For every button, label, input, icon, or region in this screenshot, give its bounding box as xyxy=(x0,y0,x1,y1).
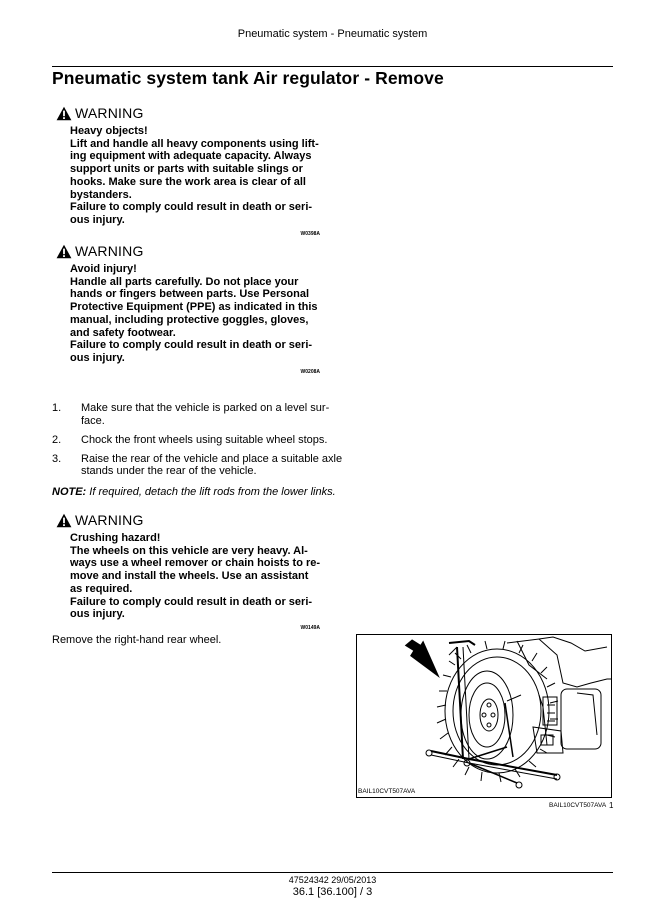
step-line: face. xyxy=(81,414,105,427)
figure-inner-code: BAIL10CVT507AVA xyxy=(358,788,416,795)
step-text xyxy=(81,453,342,478)
step-text xyxy=(81,434,327,447)
warning-label: WARNING xyxy=(75,512,144,528)
figure-number: 1 xyxy=(609,801,614,810)
warning-triangle-icon xyxy=(56,106,72,121)
step-line: Make sure that the vehicle is parked on a level sur- xyxy=(81,402,330,414)
warning-text xyxy=(70,532,320,635)
warning-line: ous injury. xyxy=(70,213,125,226)
warning-triangle-icon xyxy=(56,513,72,528)
warning-label: WARNING xyxy=(75,243,144,259)
warning-line: Failure to comply could result in death or seri- xyxy=(70,339,313,352)
warning-line: ways use a wheel remover or chain hoists to re- xyxy=(70,557,321,570)
warning-line: Failure to comply could result in death or seri- xyxy=(70,595,313,608)
warning-text xyxy=(70,263,320,378)
warning-code: W0398A xyxy=(300,230,320,237)
step-number: 1. xyxy=(52,402,62,414)
step-item xyxy=(52,434,342,447)
footer-page-ref: 36.1 [36.100] / 3 xyxy=(292,886,373,898)
warning-line: move and install the wheels. Use an assistant xyxy=(70,570,309,583)
warning-line: Failure to comply could result in death or seri- xyxy=(70,201,313,214)
figure-caption-code: BAIL10CVT507AVA xyxy=(549,802,607,809)
step-text xyxy=(81,402,329,427)
step-number: 3. xyxy=(52,452,62,465)
warning-line: Lift and handle all heavy components using lift- xyxy=(70,137,319,150)
footer-rule xyxy=(52,872,613,873)
warning-line: Avoid injury! xyxy=(70,263,137,275)
note xyxy=(52,486,336,498)
warning-block-crushing-hazard xyxy=(56,511,326,635)
step-line: stands under the rear of the vehicle. xyxy=(81,465,257,477)
figure-wheel-removal xyxy=(356,634,612,798)
warning-line: hooks. Make sure the work area is clear of all xyxy=(70,175,306,188)
warning-line: and safety footwear. xyxy=(70,326,176,339)
note-label: NOTE: xyxy=(52,486,87,498)
warning-line: The wheels on this vehicle are very heavy. Al- xyxy=(70,544,308,557)
warning-code: W0149A xyxy=(300,624,320,631)
warning-line: as required. xyxy=(70,582,133,595)
warning-line: Heavy objects! xyxy=(70,125,148,137)
note-text: If required, detach the lift rods from the lower links. xyxy=(86,486,336,498)
step-line: Raise the rear of the vehicle and place a suitable axle xyxy=(81,452,343,465)
warning-line: Protective Equipment (PPE) as indicated in this xyxy=(70,301,318,314)
step-item xyxy=(52,402,342,427)
warning-line: ous injury. xyxy=(70,351,125,364)
step-item xyxy=(52,453,342,478)
warning-line: Handle all parts carefully. Do not place your xyxy=(70,275,299,288)
page-title: Pneumatic system tank Air regulator - Remove xyxy=(52,68,444,88)
warning-line: bystanders. xyxy=(70,188,132,201)
warning-header xyxy=(56,511,326,529)
footer-doc-ref: 47524342 29/05/2013 xyxy=(288,875,377,885)
step-number: 2. xyxy=(52,433,62,446)
instruction-text: Remove the right-hand rear wheel. xyxy=(52,634,222,646)
warning-block-avoid-injury xyxy=(56,242,326,378)
warning-line: hands or fingers between parts. Use Personal xyxy=(70,288,310,301)
procedure-steps xyxy=(52,402,342,484)
warning-line: support units or parts with suitable slings or xyxy=(70,163,303,176)
warning-line: ing equipment with adequate capacity. Always xyxy=(70,150,312,163)
warning-text xyxy=(70,125,320,240)
step-line: Chock the front wheels using suitable wheel stops. xyxy=(81,433,328,446)
warning-block-heavy-objects xyxy=(56,104,326,240)
running-header: Pneumatic system - Pneumatic system xyxy=(237,28,428,40)
warning-line: ous injury. xyxy=(70,608,125,621)
warning-label: WARNING xyxy=(75,105,144,121)
warning-line: manual, including protective goggles, gloves, xyxy=(70,313,309,326)
warning-code: W0208A xyxy=(300,368,320,375)
warning-header xyxy=(56,104,326,122)
warning-triangle-icon xyxy=(56,244,72,259)
header-rule xyxy=(52,66,613,67)
warning-header xyxy=(56,242,326,260)
wheel-remover-illustration xyxy=(357,635,612,798)
warning-line: Crushing hazard! xyxy=(70,532,161,544)
